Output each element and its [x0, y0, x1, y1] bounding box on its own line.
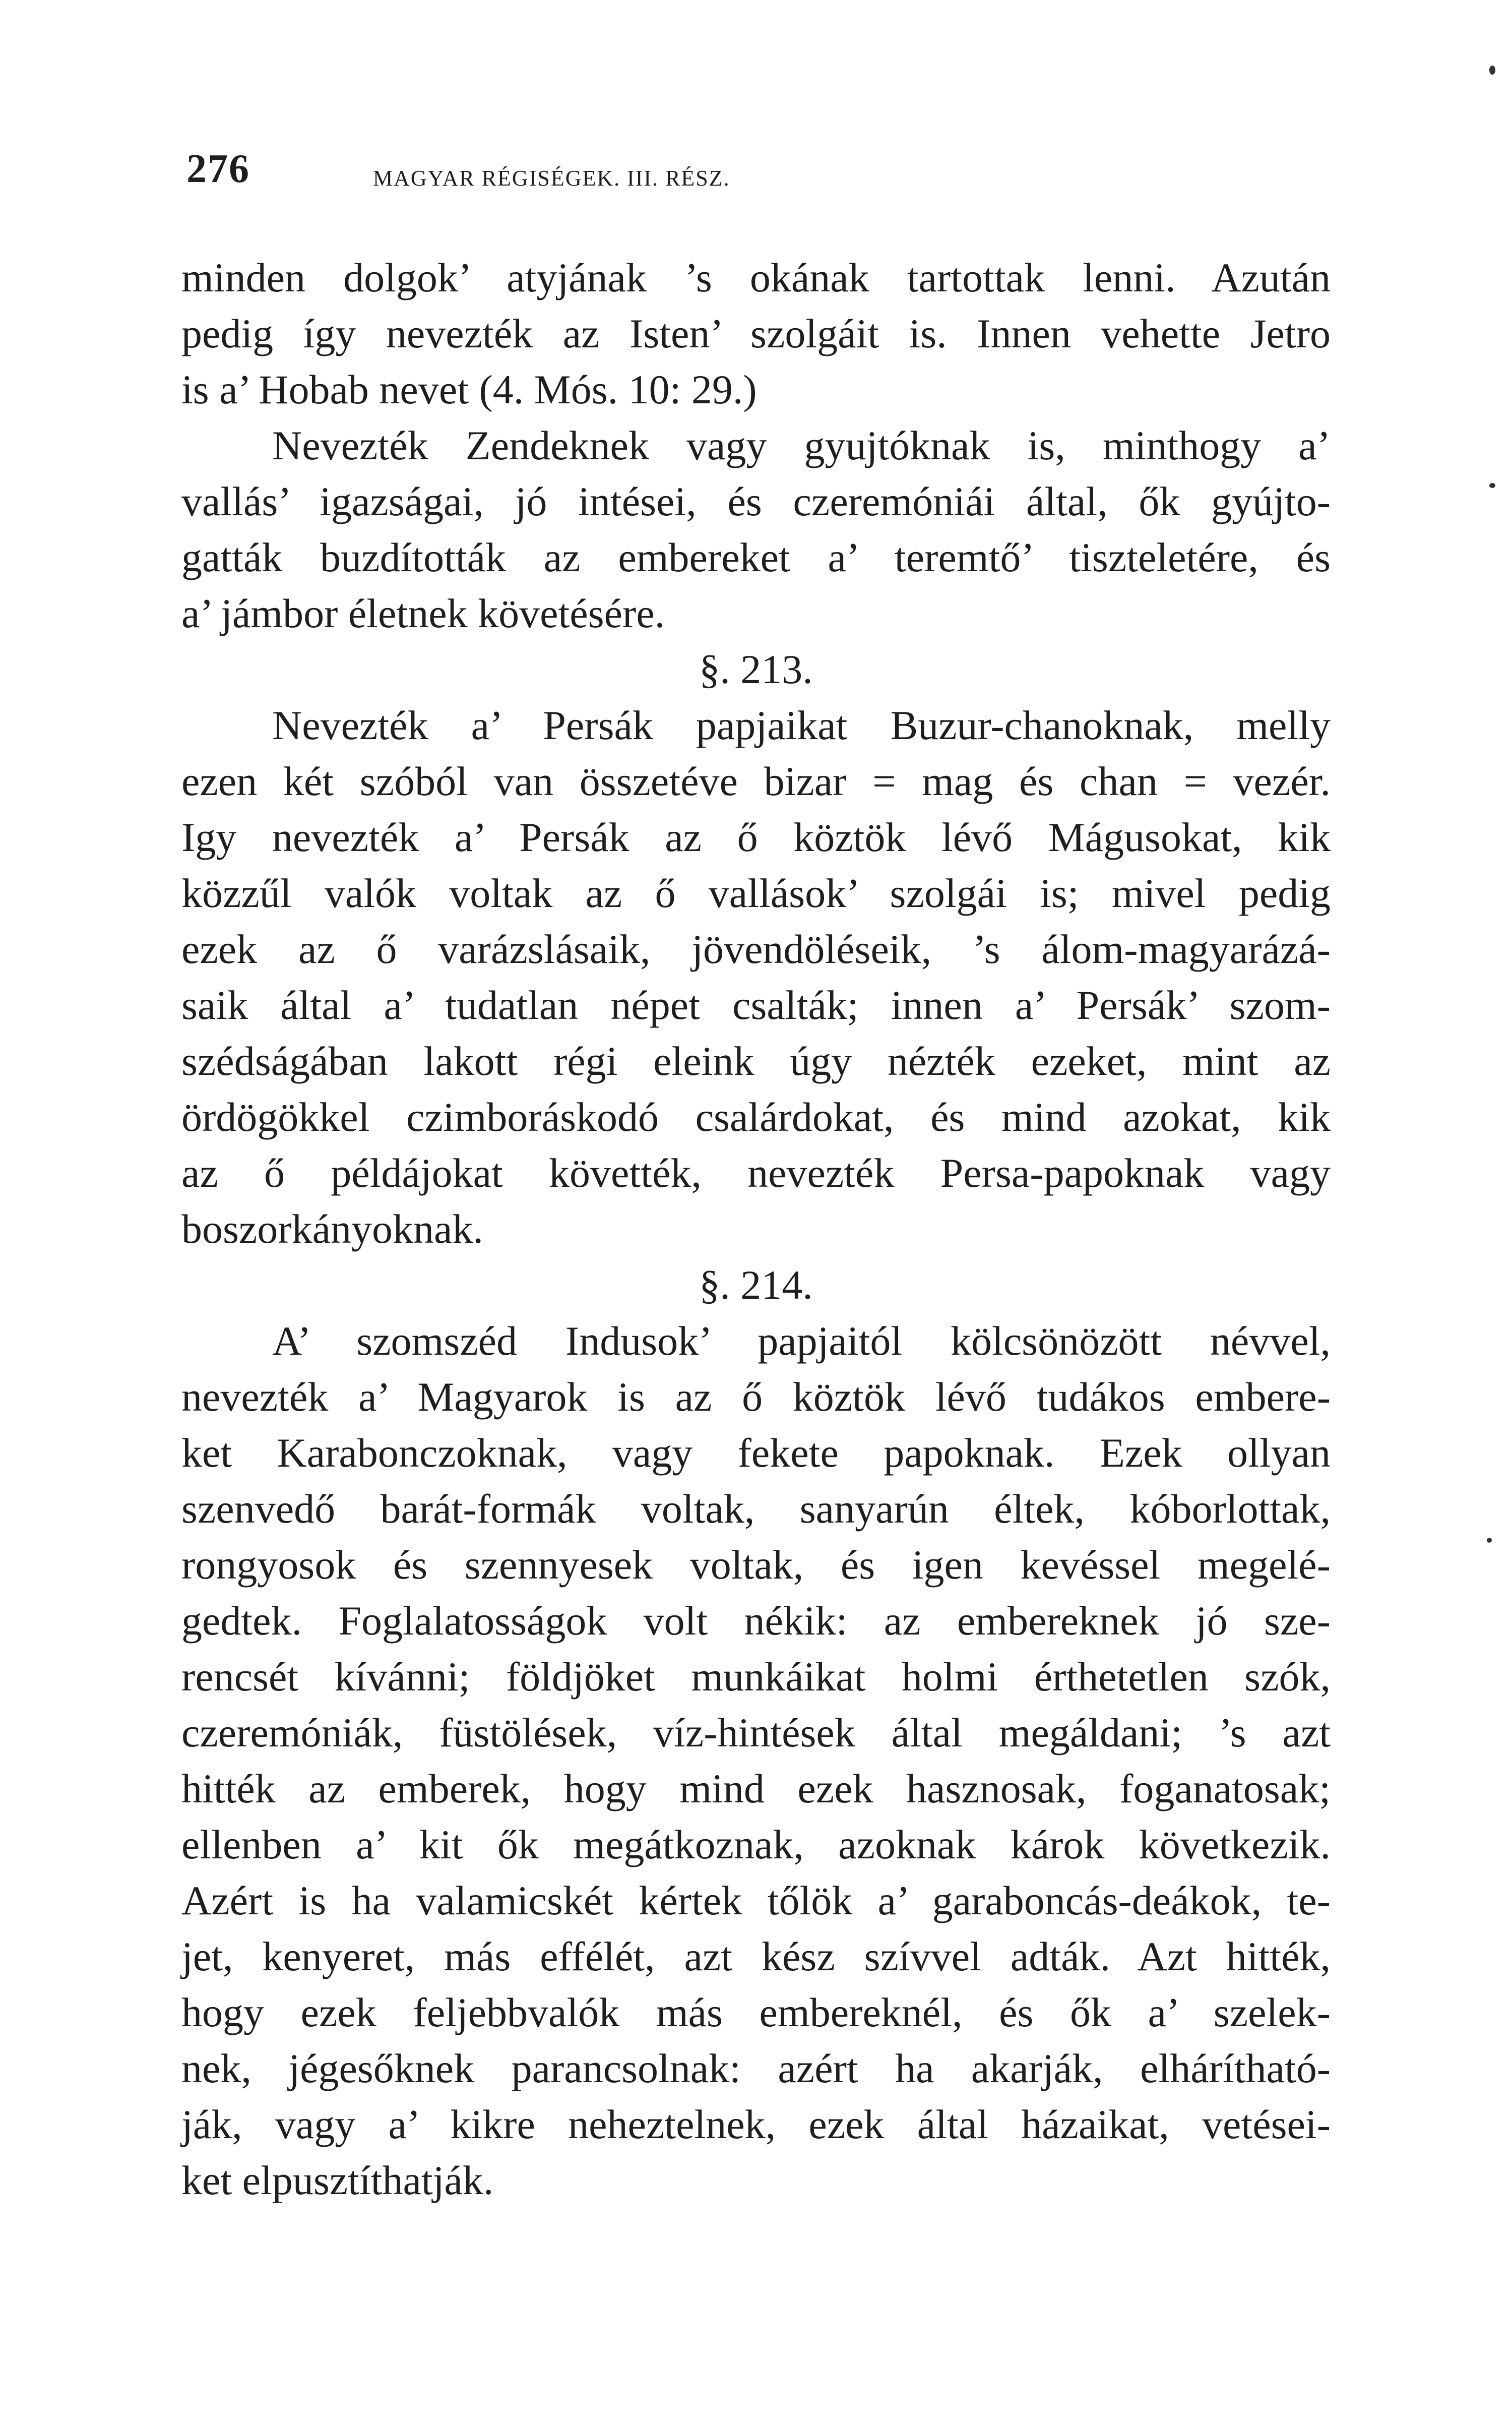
text-line: pedig így nevezték az Isten’ szolgáit is. Innen vehette Jetro — [181, 311, 1331, 356]
text-line: rongyosok és szennyesek voltak, és igen kevéssel megelé- — [181, 1542, 1331, 1588]
text-line: gatták buzdították az embereket a’ teremtő’ tiszteletére, és — [181, 534, 1331, 580]
paragraph-3 — [181, 697, 1331, 1257]
text-line: saik által a’ tudatlan népet csalták; innen a’ Persák’ szom- — [181, 982, 1331, 1028]
text-line: nevezték a’ Magyarok is az ő köztök lévő tudákos embere- — [181, 1374, 1331, 1420]
paragraph-2 — [181, 417, 1331, 641]
text-line: boszorkányoknak. — [181, 1206, 483, 1252]
scan-speck — [1489, 66, 1495, 75]
text-line: jet, kenyeret, más effélét, azt kész szívvel adták. Azt hitték, — [181, 1933, 1331, 1979]
text-line: Igy nevezték a’ Persák az ő köztök lévő Mágusokat, kik — [181, 814, 1331, 860]
text-line: vallás’ igazságai, jó intései, és czeremóniái által, ők gyújto- — [181, 478, 1331, 524]
text-line: hogy ezek feljebbvalók más embereknél, és ők a’ szelek- — [181, 1989, 1331, 2035]
text-line: ket Karabonczoknak, vagy fekete papoknak. Ezek ollyan — [181, 1430, 1331, 1476]
text-line: rencsét kívánni; földjöket munkáikat holmi érthetetlen szók, — [181, 1654, 1331, 1700]
text-line: Nevezték a’ Persák papjaikat Buzur-chanoknak, melly — [272, 702, 1331, 748]
paragraph-1 — [181, 250, 1331, 417]
body-text — [181, 250, 1331, 2208]
scan-speck — [1489, 483, 1495, 488]
text-line: Nevezték Zendeknek vagy gyujtóknak is, minthogy a’ — [272, 422, 1331, 468]
text-line: a’ jámbor életnek követésére. — [181, 590, 665, 636]
text-line: szédságában lakott régi eleink úgy nézték ezeket, mint az — [181, 1038, 1331, 1084]
running-head: MAGYAR RÉGISÉGEK. III. RÉSZ. — [373, 166, 730, 191]
text-line: czeremóniák, füstölések, víz-hintések által megáldani; ’s azt — [181, 1710, 1331, 1756]
section-heading-214: §. 214. — [699, 1262, 813, 1308]
text-line: is a’ Hobab nevet (4. Mós. 10: 29.) — [181, 367, 757, 412]
text-line: Azért is ha valamicskét kértek tőlök a’ garaboncás-deákok, te- — [181, 1878, 1331, 1923]
text-line: ket elpusztíthatják. — [181, 2157, 494, 2203]
page-header — [186, 146, 1346, 202]
text-line: A’ szomszéd Indusok’ papjaitól kölcsönözött névvel, — [272, 1318, 1331, 1364]
text-line: ezek az ő varázslásaik, jövendöléseik, ’s álom-magyarázá- — [181, 926, 1331, 972]
text-line: gedtek. Foglalatosságok volt nékik: az embereknek jó sze- — [181, 1598, 1331, 1644]
section-heading-213: §. 213. — [699, 646, 813, 692]
text-line: nek, jégesőknek parancsolnak: azért ha akarják, elhárítható- — [181, 2045, 1331, 2091]
text-line: ellenben a’ kit ők megátkoznak, azoknak károk következik. — [181, 1822, 1331, 1867]
text-line: szenvedő barát-formák voltak, sanyarún éltek, kóborlottak, — [181, 1486, 1331, 1532]
scan-speck — [1487, 1538, 1492, 1543]
text-line: közzűl valók voltak az ő vallások’ szolgái is; mivel pedig — [181, 870, 1331, 916]
text-line: minden dolgok’ atyjának ’s okának tartottak lenni. Azután — [181, 255, 1331, 300]
text-line: ezen két szóból van összetéve bizar = mag és chan = vezér. — [181, 758, 1331, 804]
text-line: az ő példájokat követték, nevezték Persa-papoknak vagy — [181, 1150, 1331, 1196]
page-number: 276 — [186, 147, 250, 191]
text-line: ják, vagy a’ kikre neheztelnek, ezek által házaikat, vetései- — [181, 2101, 1331, 2147]
text-line: hitték az emberek, hogy mind ezek hasznosak, foganatosak; — [181, 1766, 1331, 1811]
text-line: ördögökkel czimboráskodó csalárdokat, és mind azokat, kik — [181, 1094, 1331, 1140]
paragraph-4 — [181, 1313, 1331, 2208]
